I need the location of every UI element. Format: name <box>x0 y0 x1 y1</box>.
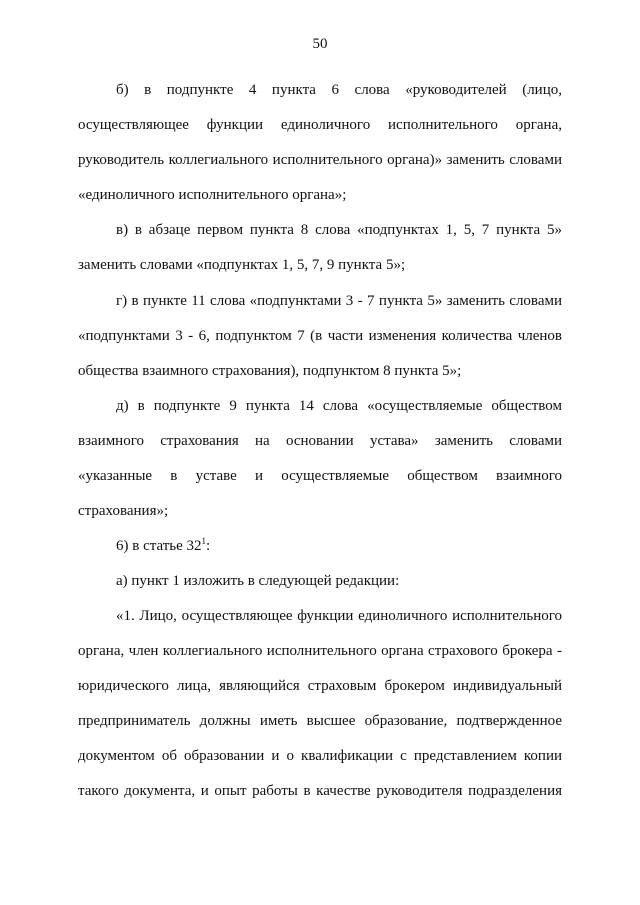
page-number: 50 <box>312 36 328 52</box>
text-line: страхования»; <box>78 503 169 519</box>
text-fragment: 6) в статье 32 <box>116 538 202 554</box>
text-line: заменить словами «подпунктах 1, 5, 7, 9 пункта 5»; <box>78 257 406 273</box>
text-line: руководитель коллегиального исполнительного органа)» заменить словами <box>78 152 562 168</box>
text-line: органа, член коллегиального исполнительного органа страхового брокера - <box>78 643 562 659</box>
text-line: общества взаимного страхования), подпунктом 8 пункта 5»; <box>78 363 462 379</box>
text-fragment: : <box>206 538 211 554</box>
text-line: взаимного страхования на основании устава» заменить словами <box>78 433 562 449</box>
text-line: осуществляющее функции единоличного исполнительного органа, <box>78 117 562 133</box>
text-line: б) в подпункте 4 пункта 6 слова «руководителей (лицо, <box>116 82 562 98</box>
text-line: «указанные в уставе и осуществляемые обществом взаимного <box>78 468 562 484</box>
text-line: юридического лица, являющийся страховым брокером индивидуальный <box>78 678 562 694</box>
text-line: в) в абзаце первом пункта 8 слова «подпунктах 1, 5, 7 пункта 5» <box>116 222 562 238</box>
text-line: д) в подпункте 9 пункта 14 слова «осуществляемые обществом <box>116 398 562 414</box>
text-line: документом об образовании и о квалификации с представлением копии <box>78 748 562 764</box>
superscript: 1 <box>201 536 207 546</box>
text-line: такого документа, и опыт работы в качестве руководителя подразделения <box>78 783 562 799</box>
text-line: «подпунктами 3 - 6, подпунктом 7 (в части изменения количества членов <box>78 328 562 344</box>
text-line: г) в пункте 11 слова «подпунктами 3 - 7 пункта 5» заменить словами <box>116 293 562 309</box>
text-line: предприниматель должны иметь высшее образование, подтвержденное <box>78 713 562 729</box>
text-line: а) пункт 1 изложить в следующей редакции: <box>116 573 400 589</box>
text-line <box>116 536 562 556</box>
text-line: «единоличного исполнительного органа»; <box>78 187 347 203</box>
text-line: «1. Лицо, осуществляющее функции единоличного исполнительного <box>116 608 562 624</box>
